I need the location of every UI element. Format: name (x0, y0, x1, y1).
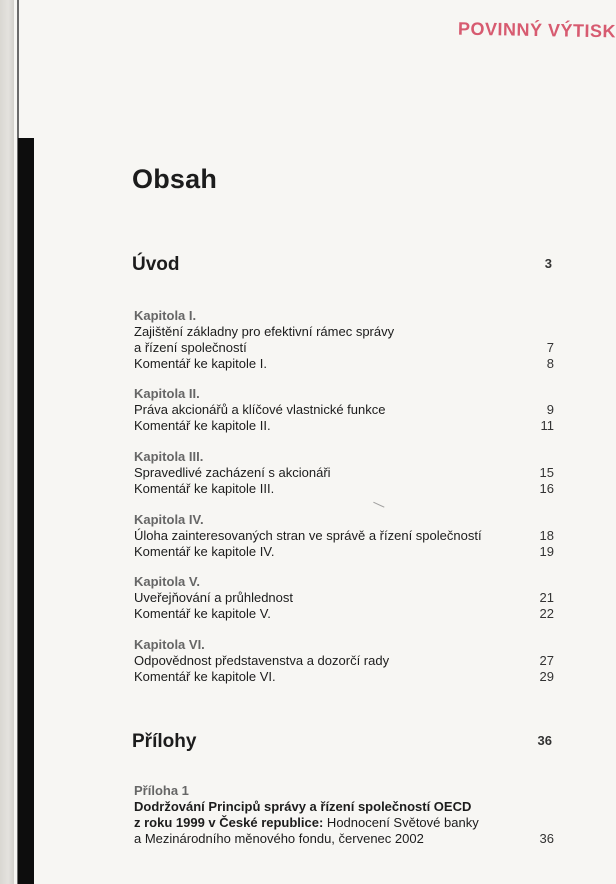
toc-entry[interactable] (134, 528, 554, 544)
toc-page-number: 27 (539, 653, 554, 668)
toc-entry-text: Komentář ke kapitole VI. (134, 669, 276, 684)
toc-entry[interactable] (134, 481, 554, 497)
toc-page-number: 19 (539, 544, 554, 559)
stamp-povinny-vytisk: POVINNÝ VÝTISK (457, 18, 616, 42)
toc-entry-text: Uveřejňování a průhlednost (134, 590, 293, 605)
appendix-label: Příloha 1 (134, 783, 189, 798)
chapter-5 (134, 573, 554, 622)
appendices-heading: Přílohy (132, 731, 197, 752)
appendix-title-line-1: Dodržování Principů správy a řízení společností OECD (134, 799, 472, 814)
toc-entry[interactable] (134, 465, 554, 481)
appendices-page-number: 36 (537, 733, 552, 748)
chapter-label: Kapitola V. (134, 574, 200, 589)
appendix-title-line-2: z roku 1999 v České republice: (134, 815, 324, 830)
toc-entry-text: Práva akcionářů a klíčové vlastnické funkce (134, 402, 386, 417)
toc-entry[interactable] (134, 669, 554, 685)
toc-page-number: 22 (539, 606, 554, 621)
scan-binding-edge (0, 0, 14, 884)
chapter-label: Kapitola IV. (134, 512, 204, 527)
toc-entry[interactable] (134, 340, 554, 356)
toc-page-number: 18 (539, 528, 554, 543)
toc-entry[interactable] (134, 815, 554, 831)
toc-entry-text: Komentář ke kapitole III. (134, 481, 275, 496)
chapter-4 (134, 511, 554, 560)
toc-entry[interactable] (134, 606, 554, 622)
toc-page-number: 15 (539, 465, 554, 480)
toc-entry[interactable] (134, 653, 554, 669)
toc-entry-text: Komentář ke kapitole II. (134, 418, 271, 433)
appendix-title-line-3: a Mezinárodního měnového fondu, červenec 2002 (134, 831, 424, 846)
toc-entry-text: a řízení společností (134, 340, 247, 355)
chapter-3 (134, 448, 554, 497)
intro-heading: Úvod (132, 254, 180, 275)
toc-page-number: 36 (539, 831, 554, 846)
toc-entry[interactable] (134, 324, 554, 340)
toc-entry[interactable] (134, 544, 554, 560)
chapter-label: Kapitola III. (134, 449, 204, 464)
toc-entry-text: Komentář ke kapitole I. (134, 356, 267, 371)
toc-entry[interactable] (134, 356, 554, 372)
appendix-1 (134, 782, 554, 847)
toc-entry[interactable] (134, 799, 554, 815)
toc-page-number: 9 (546, 402, 554, 417)
toc-page-number: 29 (539, 669, 554, 684)
chapter-label: Kapitola II. (134, 386, 200, 401)
toc-page-number: 11 (540, 418, 554, 433)
toc-entry-text: Komentář ke kapitole V. (134, 606, 271, 621)
black-margin-bar (18, 138, 34, 884)
intro-page-number: 3 (544, 256, 552, 271)
chapter-1 (134, 307, 554, 372)
chapter-label: Kapitola VI. (134, 637, 205, 652)
chapter-2 (134, 385, 554, 434)
toc-entry[interactable] (134, 402, 554, 418)
scan-speck (372, 502, 385, 512)
toc-page-number: 7 (546, 340, 554, 355)
toc-page-number: 21 (539, 590, 554, 605)
toc-entry[interactable] (134, 418, 554, 434)
toc-page-number: 8 (546, 356, 554, 371)
toc-entry-text: Odpovědnost představenstva a dozorčí rady (134, 653, 390, 668)
page-title: Obsah (132, 164, 218, 194)
chapter-label: Kapitola I. (134, 308, 197, 323)
toc-entry-text: Komentář ke kapitole IV. (134, 544, 275, 559)
chapter-6 (134, 636, 554, 685)
toc-entry[interactable] (134, 590, 554, 606)
appendix-subtitle: Hodnocení Světové banky (323, 815, 479, 830)
toc-entry-text: Spravedlivé zacházení s akcionáři (134, 465, 331, 480)
toc-entry[interactable] (134, 831, 554, 847)
toc-entry-text: Zajištění základny pro efektivní rámec správy (134, 324, 395, 339)
toc-entry-text: Úloha zainteresovaných stran ve správě a řízení společností (134, 528, 482, 543)
toc-page-number: 16 (539, 481, 554, 496)
